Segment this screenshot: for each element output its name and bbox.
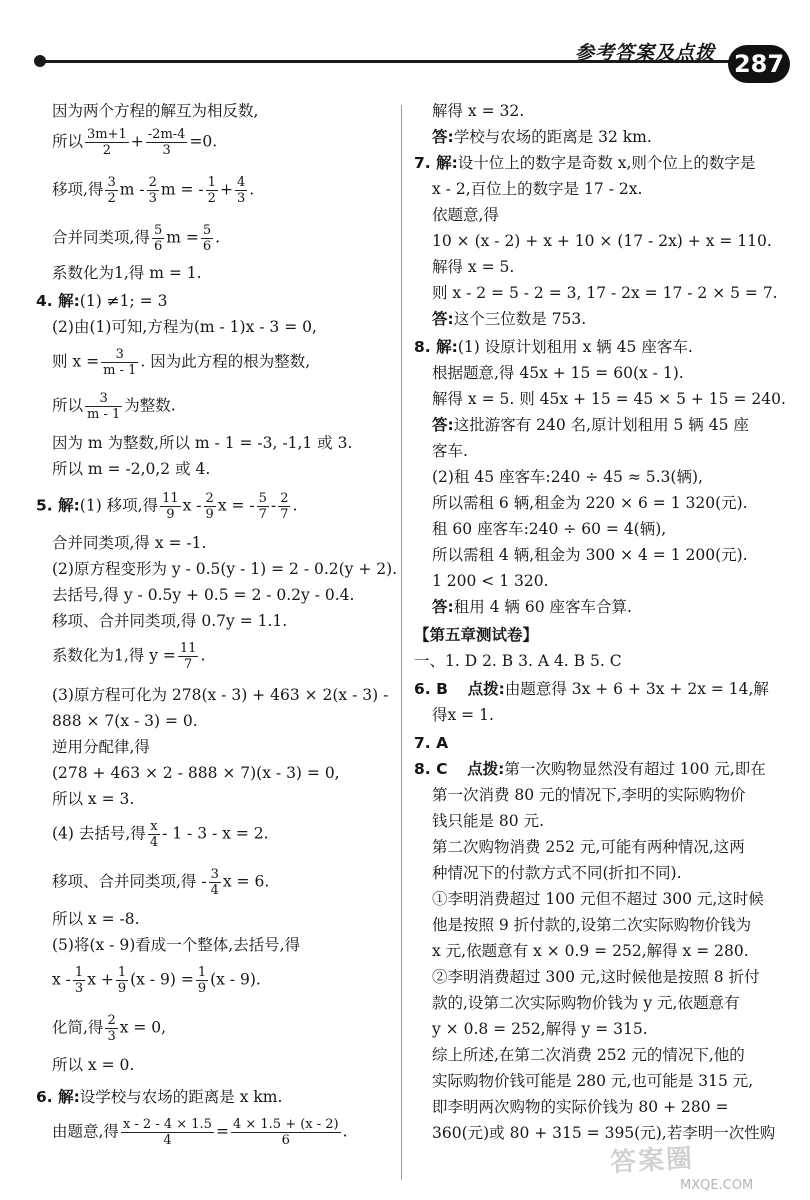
text-line: 依题意,得 <box>432 206 499 224</box>
text-line: 解得 x = 32. <box>432 102 525 120</box>
text-line: 所以需租 6 辆,租金为 220 × 6 = 1 320(元). <box>432 494 748 512</box>
equation-line: 由题意,得 $\frac{x - 2 - 4 \times 1.5}{4}$ = $\frac{4 \times 1.5 + (x - 2)}{6}$ . <box>52 1117 348 1148</box>
question-number: 6. 解: <box>36 1088 80 1106</box>
text-line: 根据题意,得 45x + 15 = 60(x - 1). <box>432 364 684 382</box>
question-8: 8. 解:(1) 设原计划租用 x 辆 45 座客车. <box>414 338 693 356</box>
text-line: ②李明消费超过 300 元,这时候他是按照 8 折付 <box>432 968 760 986</box>
text-line: 所以 x = -8. <box>52 910 140 928</box>
text-line: 所以需租 4 辆,租金为 300 × 4 = 1 200(元). <box>432 546 748 564</box>
equation-line: 移项,得 $\frac{3}{2}$ m - $\frac{2}{3}$ m = - $\frac{1}{2}$ + $\frac{4}{3}$ . <box>52 175 255 206</box>
text-line: 合并同类项,得 x = -1. <box>52 534 207 552</box>
text-line: 解得 x = 5. 则 45x + 15 = 45 × 5 + 15 = 240. <box>432 390 786 408</box>
text-line: 综上所述,在第二次消费 252 元的情况下,他的 <box>432 1046 745 1064</box>
text-line: 款的,设第二次实际购物价钱为 y 元,依题意有 <box>432 994 740 1012</box>
mc-question-6: 6. B 点拨:由题意得 3x + 6 + 3x + 2x = 14,解 <box>414 680 769 698</box>
section-heading: 【第五章测试卷】 <box>414 626 539 644</box>
equation-line: 所以 $\frac{3m+1}{2}$ + $\frac{-2m-4}{3}$ =0. <box>52 127 218 158</box>
text-line: 第一次消费 80 元的情况下,李明的实际购物价 <box>432 786 746 804</box>
text-line: 10 × (x - 2) + x + 10 × (17 - 2x) + x = 110. <box>432 232 772 250</box>
text-line: 所以 x = 0. <box>52 1056 135 1074</box>
question-number: 7. 解: <box>414 154 458 172</box>
mc-question-7: 7. A <box>414 734 449 752</box>
text-line: 360(元)或 80 + 315 = 395(元),若李明一次性购 <box>432 1124 776 1142</box>
text-line: ①李明消费超过 100 元但不超过 300 元,这时候 <box>432 890 764 908</box>
text-line: x - 2,百位上的数字是 17 - 2x. <box>432 180 643 198</box>
text-line: (5)将(x - 9)看成一个整体,去括号,得 <box>52 936 301 954</box>
text-line: (2)原方程变形为 y - 0.5(y - 1) = 2 - 0.2(y + 2). <box>52 560 398 578</box>
text-line: 逆用分配律,得 <box>52 738 150 756</box>
text-line: x 元,依题意有 x × 0.9 = 252,解得 x = 280. <box>432 942 749 960</box>
question-number: 8. 解: <box>414 338 458 356</box>
equation-line: 移项、合并同类项,得 - $\frac{3}{4}$ x = 6. <box>52 867 270 898</box>
equation-line: (4) 去括号,得 $\frac{x}{4}$ - 1 - 3 - x = 2. <box>52 819 269 850</box>
question-7: 7. 解:设十位上的数字是奇数 x,则个位上的数字是 <box>414 154 756 172</box>
text-line: 解得 x = 5. <box>432 258 515 276</box>
text-line: 他是按照 9 折付款的,设第二次实际购物价钱为 <box>432 916 752 934</box>
fraction: $\frac{3m+1}{2}$ <box>87 127 127 158</box>
answer-line: 答:学校与农场的距离是 32 km. <box>432 128 652 146</box>
mc-answers-line: 一、1. D 2. B 3. A 4. B 5. C <box>414 652 622 670</box>
question-number: 4. 解: <box>36 292 80 310</box>
text-line: 得x = 1. <box>432 706 494 724</box>
text-line: (278 + 463 × 2 - 888 × 7)(x - 3) = 0, <box>52 764 340 782</box>
text-line: 所以 m = -2,0,2 或 4. <box>52 460 211 478</box>
text-line: (2)由(1)可知,方程为(m - 1)x - 3 = 0, <box>52 318 317 336</box>
text-line: 租 60 座客车:240 ÷ 60 = 4(辆), <box>432 520 667 538</box>
text-line: 则 x - 2 = 5 - 2 = 3, 17 - 2x = 17 - 2 × 5 = 7. <box>432 284 778 302</box>
text-line: 即李明两次购物的实际价钱为 80 + 280 = <box>432 1098 729 1116</box>
equation-line: 所以 $\frac{3}{m - 1}$ 为整数. <box>52 391 176 422</box>
header-title: 参考答案及点拨 <box>575 42 716 64</box>
column-divider <box>401 105 402 1180</box>
watermark-logo: 答案圈 <box>609 1143 695 1179</box>
text-line: (3)原方程可化为 278(x - 3) + 463 × 2(x - 3) - <box>52 686 389 704</box>
answer-line: 答:租用 4 辆 60 座客车合算. <box>432 598 632 616</box>
equation-line: x - $\frac{1}{3}$ x + $\frac{1}{9}$ (x - 9) = $\frac{1}{9}$ (x - 9). <box>52 965 261 996</box>
equation-line: 合并同类项,得 $\frac{5}{6}$ m = $\frac{5}{6}$ . <box>52 223 221 254</box>
text-line: 实际购物价钱可能是 280 元,也可能是 315 元, <box>432 1072 754 1090</box>
text-line: (2)租 45 座客车:240 ÷ 45 ≈ 5.3(辆), <box>432 468 703 486</box>
text-line: 第二次购物消费 252 元,可能有两种情况,这两 <box>432 838 745 856</box>
equation-line: 化简,得 $\frac{2}{3}$ x = 0, <box>52 1013 167 1044</box>
question-5: 5. 解:(1) 移项,得 $\frac{11}{9}$ x - $\frac{2}{9}$ x = - $\frac{5}{7}$ - $\frac{2}{7}$ . <box>36 491 298 522</box>
text-line: 移项、合并同类项,得 0.7y = 1.1. <box>52 612 288 630</box>
text-line: y × 0.8 = 252,解得 y = 315. <box>432 1020 648 1038</box>
text-line: 客车. <box>432 442 468 460</box>
equation-line: 则 x = $\frac{3}{m - 1}$ . 因为此方程的根为整数, <box>52 347 311 378</box>
hint-label: 点拨: <box>467 760 505 778</box>
mc-question-8: 8. C 点拨:第一次购物显然没有超过 100 元,即在 <box>414 760 766 778</box>
answer-line: 答:这批游客有 240 名,原计划租用 5 辆 45 座 <box>432 416 749 434</box>
hint-label: 点拨: <box>467 680 505 698</box>
question-4: 4. 解:(1) ≠1; = 3 <box>36 292 168 310</box>
text-line: 因为 m 为整数,所以 m - 1 = -3, -1,1 或 3. <box>52 434 353 452</box>
watermark-url: MXQE.COM <box>680 1178 754 1193</box>
question-6: 6. 解:设学校与农场的距离是 x km. <box>36 1088 283 1106</box>
text-line: 所以 x = 3. <box>52 790 135 808</box>
fraction: $\frac{-2m-4}{3}$ <box>147 127 186 158</box>
equation-line: 系数化为1,得 y = $\frac{11}{7}$ . <box>52 641 206 672</box>
text-line: 因为两个方程的解互为相反数, <box>52 102 259 120</box>
page-number-badge: 287 <box>728 45 790 83</box>
text-line: 1 200 < 1 320. <box>432 572 549 590</box>
text-line: 去括号,得 y - 0.5y + 0.5 = 2 - 0.2y - 0.4. <box>52 586 355 604</box>
question-number: 5. 解: <box>36 496 80 515</box>
text-line: 888 × 7(x - 3) = 0. <box>52 712 198 730</box>
page-header <box>0 0 810 100</box>
text-line: 钱只能是 80 元. <box>432 812 545 830</box>
text-line: 系数化为1,得 m = 1. <box>52 264 202 282</box>
answer-line: 答:这个三位数是 753. <box>432 310 587 328</box>
text-line: 种情况下的付款方式不同(折扣不同). <box>432 864 682 882</box>
